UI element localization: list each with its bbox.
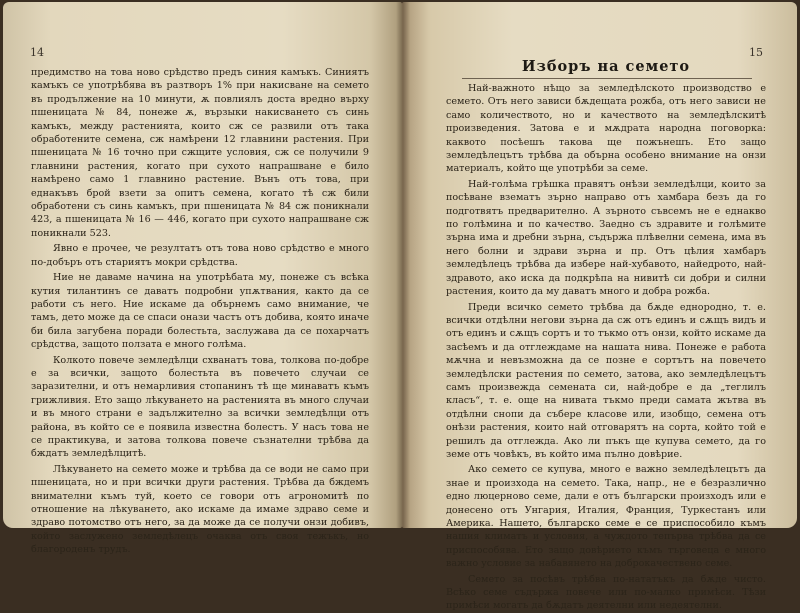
paragraph: Явно е прочее, че резултатъ отъ това ново срѣдство е много по-добъръ отъ стариятъ мокри срѣдства. (31, 243, 369, 268)
paragraph: Преди всичко семето трѣбва да бѫде еднородно, т. е. всички отдѣлни негови зърна да сж отъ единъ и сѫщъ видъ и отъ единъ и сѫщъ сортъ и то тъкмо отъ онзи, който искаме да засѣемъ и да отглеждаме на нашата нива. Понеже е работа мѫчна и невъзможна да се позне е сортътъ на повечето земледѣлски растения по семето, затова, ако земледѣлецътъ самъ произвежда семената си, най-добре е да „теглилъ класъ“, т. е. още на нивата тъкмо преди самата жътва въ отдѣлни снопи да събере класове или, изобщо, семена отъ онѣзи растения, които най отговарятъ на сорта, който той е решилъ да отглежда. Ако ли пъкъ ще купува семето, да го земе отъ човѣкъ, въ който има пълно довѣрие. (446, 301, 766, 460)
paragraph: Колкото повече земледѣлци схванатъ това, толкова по-добре е за всички, защото болестьта въ повечето случаи се заразителни, и отъ немарливия стопанинъ тѣ ще минаватъ къмъ грижливия. Ето защо лѣкуването на растенията въ много случаи и въ много страни е задължително за всички земледѣлци отъ района, въ който се е появила известна болестъ. У насъ това не се практикува, и затова толкова повече съзнателни трѣбва да бждатъ земледѣлцитѣ. (31, 354, 369, 460)
page-number: 14 (30, 46, 44, 59)
left-page (3, 2, 402, 556)
paragraph: Семето за посѣвъ трѣбва по-нататъкъ да бѫде чисто. Всѣко семе съдържа повече или по-малко примѣси. Тѣзи примѣси могатъ да бѫдатъ деятелни или недеятелни. (446, 573, 766, 612)
paragraph: Ние не даваме начина на употрѣбата му, понеже съ всѣка кутия тилантинъ се даватъ подробни упѫтвания, както да се работи съ него. Ние искаме да обърнемъ само внимание, че тамъ, дето може да се спаси онази частъ отъ добива, която иначе би била загубена поради болестьта, заслужава да се похарчатъ срѣдства, защото ползата е много голѣма. (31, 272, 369, 351)
paragraph: Ако семето се купува, много е важно земледѣлецътъ да знае и произхода на семето. Така, напр., не е безразлично едно люцерново семе, дали е отъ български произходъ или е донесено отъ Унгария, Италия, Франция, Туркестанъ или Америка. Нашето, българско семе е се приспособило къмъ нашия климатъ и условия, а чуждото тепърва трѣбва да се приспособява. Ето защо довѣрието къмъ търговеца е много важно условие за набавянето на доброкачествено семе. (446, 464, 766, 570)
text-column (446, 82, 766, 613)
right-page (402, 2, 797, 612)
text-column (31, 66, 369, 557)
title-underline (462, 78, 752, 79)
chapter-title: Изборъ на семето (521, 58, 691, 75)
paragraph: Най-голѣма грѣшка правятъ онѣзи земледѣлци, които за посѣване взематъ зърно направо отъ хамбара безъ да го подготвятъ предварително. А зърното съвсемъ не е еднакво по голѣмина и по качество. Заедно съ здравите и голѣмите зърна има и дребни зърна, съдържа плѣвелни семена, има въ него болни и здрави зърна и пр. Отъ цѣлия хамбаръ земледѣлецъ трѣбва да избере най-хубавото, найедрото, най-здравото, ако иска да подкрѣпа на нивитѣ си добри и силни растения, които да му даватъ много и добра рожба. (446, 178, 766, 298)
paragraph: Лѣкуването на семето може и трѣбва да се води не само при пшеницата, но и при всички други растения. Трѣбва да бждемъ внимателни къмъ туй, което се говори отъ агрономитѣ по отношение на лѣкуването, ако искаме да имаме здраво семе и здраво потомство отъ него, за да може да се получи онзи добивъ, който заслужено земледѣлецъ очаква отъ своя тежъкъ, но благороденъ трудъ. (31, 463, 369, 556)
book-gutter (396, 2, 410, 528)
paragraph: Най-важното нѣщо за земледѣлското производство е семето. Отъ него зависи бѫдещата рожба, отъ него зависи не само количеството, но и качеството на земледѣлскитѣ произведения. Затова е и мѫдрата народна поговорка: каквото посѣешъ такова ще пожънешъ. Ето защо земледѣлецътъ трѣбва да обърна особено внимание на онзи материалъ, който ще употрѣби за семе. (446, 83, 766, 175)
book-spread (3, 2, 797, 612)
paragraph: предимство на това ново срѣдство предъ синия камъкъ. Синиятъ камъкъ се употрѣбява въ разтворъ 1% при накисване на семето въ продължение на 10 минути, ѫ повлиялъ доста вредно върху пшеницата № 84, понеже ѫ, вързыки накисването съ синь камъкъ, между растенията, които сж се развили отъ така обработените семена, сж намѣрени 12 главнини растения. При пшеницата № 16 точно при сжщите условия, сж се получили 9 главнини растения, когато при сухото напрашване е било намѣрено само 1 главнино растение. Вънъ отъ това, при еднакъвъ брой взети за опитъ семена, когато тѣ сж били обработени съ синь камъкъ, при пшеницата № 84 сж поникнали 423, а пшеницата № 16 — 446, когато при сухото напрашване сж поникнали 523. (31, 67, 369, 239)
page-number: 15 (749, 46, 763, 59)
